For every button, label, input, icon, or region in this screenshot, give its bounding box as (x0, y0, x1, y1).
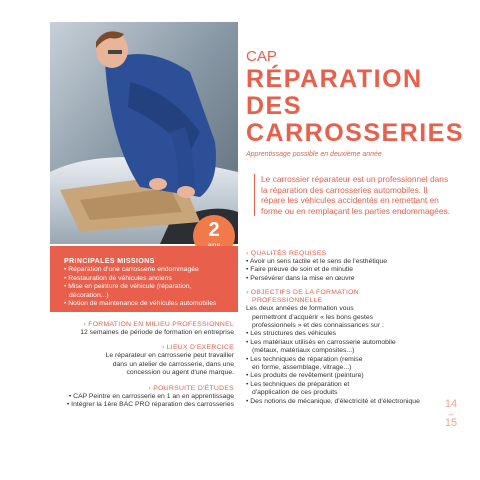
page-number-separator: – (448, 409, 454, 419)
mission-item: • Réparation d'une carrosserie endommagée (64, 266, 199, 273)
poursuite-heading: › POURSUITE D'ÉTUDES (148, 384, 234, 392)
mission-item: • Mise en peinture de véhicule (réparation, (64, 283, 192, 290)
poursuite-item: • CAP Peintre en carrosserie en 1 an en apprentissage (68, 392, 234, 400)
objectif-line: • Les structures des véhicules (246, 330, 337, 338)
objectif-line: • Les techniques de réparation (remise (246, 355, 363, 363)
objectif-line: • Des notions de mécanique, d'électricité et d'électronique (246, 397, 420, 405)
missions-list (64, 266, 228, 309)
formation-body: 12 semaines de période de formation en entreprise (80, 329, 234, 336)
title-block (246, 48, 466, 158)
formation-heading: › FORMATION EN MILIEU PROFESSIONNEL (83, 321, 234, 328)
qualite-item: • Avoir un sens tactile et le sens de l'esthétique (246, 258, 388, 265)
page-numbers (438, 399, 464, 429)
cap-label: CAP (246, 48, 277, 65)
mission-item: • Restauration de véhicules anciens (64, 274, 172, 282)
left-column (54, 321, 234, 416)
objectifs-list (246, 305, 468, 406)
page-number-right: 15 (444, 417, 458, 429)
mechanic-photo (50, 22, 238, 244)
qualites-heading: › QUALITÉS REQUISES (246, 250, 327, 257)
objectifs-heading-cont: PROFESSIONNELLE (252, 297, 323, 305)
intro-paragraph: Le carrossier réparateur est un professionnel dans la réparation des carrosseries automobiles. Il répare les véhicules accidentés en remettant en forme ou en remplaçant les parties endommagées. (254, 174, 450, 216)
right-column (246, 250, 468, 412)
lieux-line: dans un atelier de carrosserie, dans une (112, 360, 234, 368)
lieux-heading: › LIEUX D'EXERCICE (161, 344, 234, 352)
objectif-line: professionnels » et des connaissances sur : (252, 322, 384, 330)
subtitle: Apprentissage possible en deuxième année (246, 151, 382, 158)
lieux-section (54, 344, 234, 377)
mission-item: décoration...) (69, 291, 109, 299)
duration-number: 2 (208, 219, 220, 241)
lieux-line: concession ou agent d'une marque. (126, 369, 234, 377)
qualite-item: • Faire preuve de soin et de minutie (246, 266, 354, 274)
page-number-left: 14 (444, 398, 458, 410)
objectif-line: d'application de ces produits (252, 389, 338, 397)
objectifs-heading: › OBJECTIFS DE LA FORMATION (246, 289, 359, 297)
qualite-item: • Persévérer dans la mise en œuvre (246, 274, 355, 282)
objectif-line: permettront d'acquérir « les bons gestes (252, 313, 374, 321)
title-line-1: RÉPARATION (246, 65, 423, 93)
objectif-line: Les deux années de formation vous (246, 305, 354, 313)
qualites-section (246, 250, 468, 283)
lieux-line: Le réparateur en carrosserie peut travailler (105, 352, 234, 360)
formation-section (54, 321, 234, 337)
objectif-line: • Les matériaux utilisés en carrosserie automobile (246, 338, 396, 346)
objectif-line: • Les techniques de préparation et (246, 380, 350, 388)
objectif-line: (métaux, matériaux composites...) (252, 347, 355, 355)
title-line-2: DES (246, 92, 302, 120)
title-line-3: CARROSSERIES (246, 119, 465, 147)
mission-item: • Notion de maintenance de véhicules automobiles (64, 300, 217, 307)
missions-box (50, 246, 238, 312)
missions-heading: PRINCIPALES MISSIONS (64, 258, 155, 265)
objectif-line: en forme, assemblage, vitrage...) (252, 364, 352, 372)
objectifs-section (246, 289, 468, 406)
objectif-line: • Les produits de revêtement (peinture) (246, 372, 364, 380)
qualites-list (246, 258, 468, 283)
poursuite-section (54, 385, 234, 410)
poursuite-item: • Intégrer la 1ère BAC PRO réparation des carrosseries (66, 401, 234, 409)
